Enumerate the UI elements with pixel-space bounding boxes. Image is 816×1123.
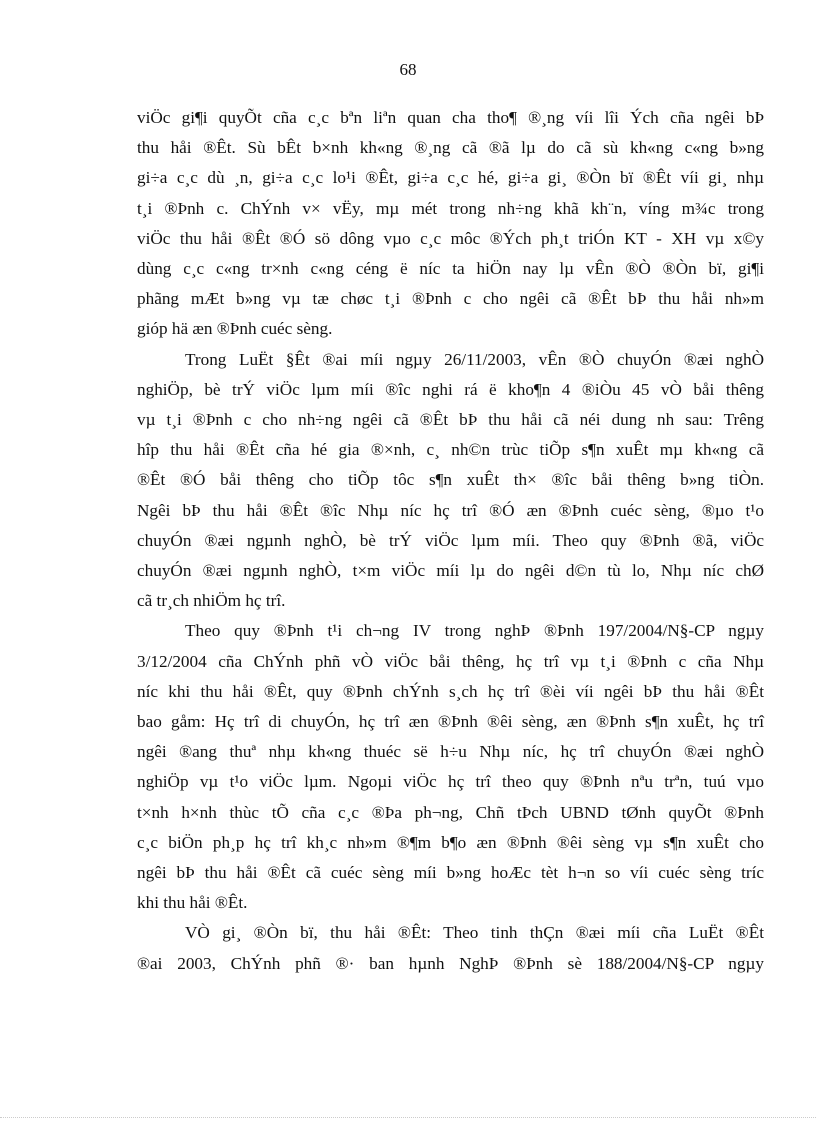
page-bottom-rule (0, 1117, 816, 1118)
text-line: t×nh h×nh thùc tÕ cña c¸c ®Þa ph¬ng, Chñ tÞch UBND tØnh quyÕt ®Þnh (137, 802, 764, 822)
paragraph (137, 103, 764, 345)
text-line: t¸i ®Þnh c. ChÝnh v× vËy, mµ mét trong nh÷ng khã kh¨n, víng m¾c trong (137, 198, 764, 218)
page-number: 68 (399, 60, 417, 79)
text-line: c¸c biÖn ph¸p hç trî kh¸c nh»m ®¶m b¶o æn ®Þnh ®êi sèng vµ s¶n xuÊt cho (137, 832, 764, 852)
text-line: Trong LuËt §Êt ®ai míi ngµy 26/11/2003, vÊn ®Ò chuyÓn ®æi nghÒ (185, 349, 764, 369)
document-body (137, 103, 764, 979)
text-line: Ngêi bÞ thu håi ®Êt ®îc Nhµ níc hç trî ®Ó æn ®Þnh cuéc sèng, ®µo t¹o (137, 500, 764, 520)
text-line: phãng mÆt b»ng vµ tæ chøc t¸i ®Þnh c cho ngêi cã ®Êt bÞ thu håi nh»m (137, 289, 764, 309)
text-line: ngêi ®ang thuª nhµ kh«ng thuéc së h÷u Nhµ níc, hç trî chuyÓn ®æi nghÒ (137, 742, 764, 762)
text-line: ®Êt ®Ó båi thêng cho tiÕp tôc s¶n xuÊt th× ®îc båi thêng b»ng tiÒn. (137, 470, 764, 490)
text-line: nghiÖp, bè trÝ viÖc lµm míi ®îc nghi rá ë kho¶n 4 ®iÒu 45 vÒ båi thêng (137, 379, 764, 399)
text-line: ®ai 2003, ChÝnh phñ ®· ban hµnh NghÞ ®Þnh sè 188/2004/N§-CP ngµy (137, 953, 764, 973)
text-line: viÖc thu håi ®Êt ®Ó sö dông vµo c¸c môc ®Ých ph¸t triÓn KT - XH vµ x©y (137, 228, 764, 248)
text-line: níc khi thu håi ®Êt, quy ®Þnh chÝnh s¸ch hç trî ®èi víi ngêi bÞ thu håi ®Êt (137, 681, 764, 701)
text-line: gióp hä æn ®Þnh cuéc sèng. (137, 319, 333, 339)
paragraph (137, 616, 764, 918)
text-line: ngêi bÞ thu håi ®Êt cã cuéc sèng míi b»ng hoÆc tèt h¬n so víi cuéc sèng tríc (137, 863, 764, 883)
text-line: Theo quy ®Þnh t¹i ch¬ng IV trong nghÞ ®Þnh 197/2004/N§-CP ngµy (185, 621, 764, 641)
text-line: cã tr¸ch nhiÖm hç trî. (137, 591, 286, 611)
text-line: khi thu håi ®Êt. (137, 893, 248, 913)
text-line: bao gåm: Hç trî di chuyÓn, hç trî æn ®Þnh ®êi sèng, æn ®Þnh s¶n xuÊt, hç trî (137, 712, 764, 732)
text-line: 3/12/2004 cña ChÝnh phñ vÒ viÖc båi thêng, hç trî vµ t¸i ®Þnh c cña Nhµ (137, 651, 764, 671)
text-line: nghiÖp vµ t¹o viÖc lµm. Ngoµi viÖc hç trî theo quy ®Þnh nªu trªn, tuú vµo (137, 772, 764, 792)
text-line: chuyÓn ®æi ngµnh nghÒ, bè trÝ viÖc lµm míi. Theo quy ®Þnh ®ã, viÖc (137, 530, 764, 550)
text-line: dùng c¸c c«ng tr×nh c«ng céng ë níc ta hiÖn nay lµ vÊn ®Ò ®Òn bï, gi¶i (137, 259, 764, 279)
text-line: chuyÓn ®æi ngµnh nghÒ, t×m viÖc míi lµ do ngêi d©n tù lo, Nhµ níc chØ (137, 561, 764, 581)
text-line: viÖc gi¶i quyÕt cña c¸c bªn liªn quan cha tho¶ ®¸ng víi lîi Ých cña ngêi bÞ (137, 108, 764, 127)
text-line: hîp thu håi ®Êt cña hé gia ®×nh, c¸ nh©n trùc tiÕp s¶n xuÊt mµ kh«ng cã (137, 440, 764, 460)
text-line: vµ t¸i ®Þnh c cho nh÷ng ngêi cã ®Êt bÞ thu håi cã néi dung nh sau: Trêng (137, 410, 764, 430)
paragraph (137, 918, 764, 978)
text-line: thu håi ®Êt. Sù bÊt b×nh kh«ng ®¸ng cã ®ã lµ do cã sù kh«ng c«ng b»ng (137, 138, 764, 158)
text-line: VÒ gi¸ ®Òn bï, thu håi ®Êt: Theo tinh thÇn ®æi míi cña LuËt ®Êt (185, 923, 764, 943)
text-line: gi÷a c¸c dù ¸n, gi÷a c¸c lo¹i ®Êt, gi÷a c¸c hé, gi÷a gi¸ ®Òn bï ®Êt víi gi¸ nhµ (137, 168, 764, 188)
paragraph (137, 345, 764, 617)
